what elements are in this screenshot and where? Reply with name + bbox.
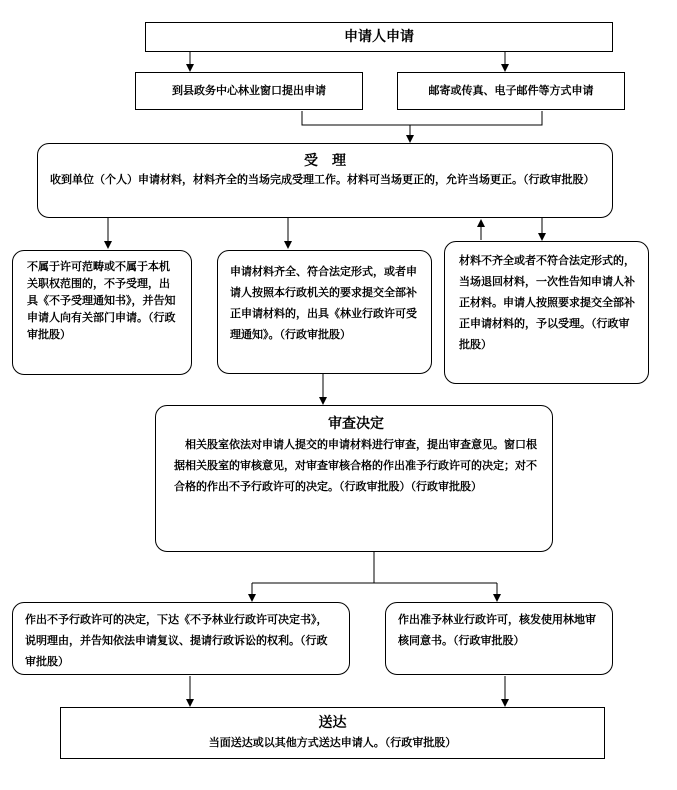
grant-text: 作出准予林业行政许可，核发使用林地审核同意书。（行政审批股）: [398, 613, 596, 647]
not-in-scope-text: 不属于许可范畴或不属于本机关职权范围的，不予受理，出具《不予受理通知书》，并告知申请人向有关部门申请。（行政审批股）: [27, 260, 176, 341]
review-text: 相关股室依法对申请人提交的申请材料进行审查，提出审查意见。窗口根据相关股室的审核意见，对审查审核合格的作出准予行政许可的决定；对不合格的作出不予行政许可的决定。（行政审批股）（行政审批股）: [174, 438, 537, 493]
deny-node: [12, 602, 350, 675]
review-node: [155, 405, 553, 552]
grant-node: [385, 602, 613, 675]
deliver-node: [60, 707, 605, 759]
review-title: 审查决定: [328, 416, 384, 432]
complete-node: [217, 250, 432, 374]
apply-window-text: 到县政务中心林业窗口提出申请: [172, 84, 326, 97]
apply-mail-node: [397, 72, 625, 110]
deliver-title: 送达: [318, 715, 347, 731]
deliver-text: 当面送达或以其他方式送达申请人。（行政审批股）: [208, 736, 457, 749]
apply-node-title: 申请人申请: [344, 29, 414, 45]
deny-text: 作出不予行政许可的决定，下达《不予林业行政许可决定书》，说明理由，并告知依法申请复议、提请行政诉讼的权利。（行政审批股）: [25, 613, 328, 668]
accept-node: [37, 143, 613, 218]
apply-mail-text: 邮寄或传真、电子邮件等方式申请: [428, 84, 594, 97]
accept-text: 收到单位（个人）申请材料，材料齐全的当场完成受理工作。材料可当场更正的，允许当场更正。（行政审批股）: [50, 173, 595, 186]
incomplete-node: [444, 241, 649, 384]
apply-window-node: [135, 72, 363, 110]
apply-node: [145, 22, 613, 52]
accept-title: 受 理: [304, 153, 346, 169]
merge-channels-line: [302, 111, 542, 125]
incomplete-text: 材料不齐全或者不符合法定形式的，当场退回材料，一次性告知申请人补正材料。申请人按照要求提交全部补正申请材料的，予以受理。（行政审批股）: [459, 254, 635, 351]
not-in-scope-node: [12, 250, 192, 375]
complete-text: 申请材料齐全、符合法定形式，或者申请人按照本行政机关的要求提交全部补正申请材料的，出具《林业行政许可受理通知》。（行政审批股）: [230, 265, 417, 341]
